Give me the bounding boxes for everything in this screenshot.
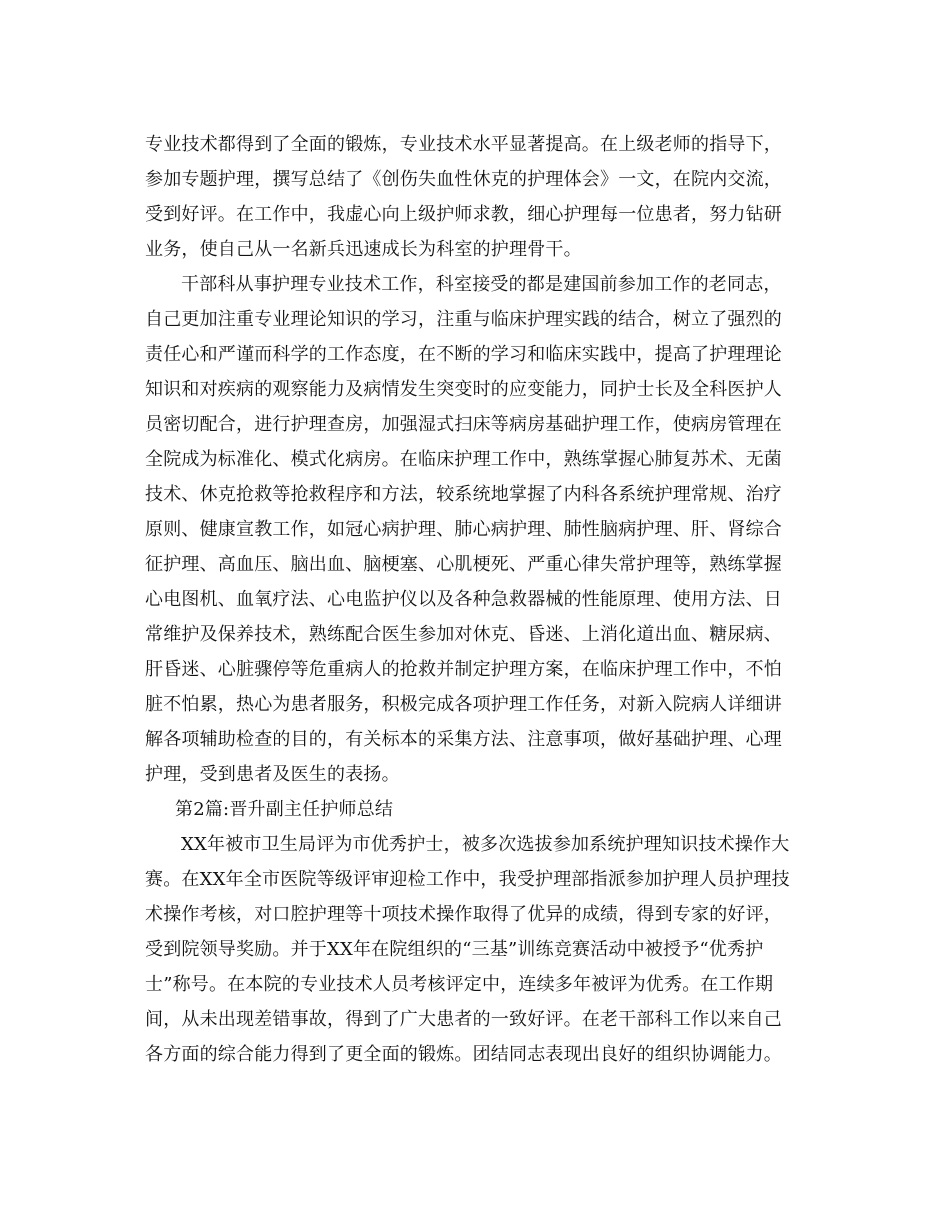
text-line: 受到院领导奖励。并于XX年在院组织的“三基”训练竞赛活动中被授予“优秀护 bbox=[145, 939, 764, 960]
paragraph-1 bbox=[145, 127, 805, 267]
text-line: 护理，受到患者及医生的表扬。 bbox=[145, 764, 400, 785]
paragraph-3 bbox=[145, 827, 805, 1072]
text-line: 常维护及保养技术，熟练配合医生参加对休克、昏迷、上消化道出血、糖尿病、 bbox=[145, 624, 782, 645]
text-line: 心电图机、血氧疗法、心电监护仪以及各种急救器械的性能原理、使用方法、日 bbox=[145, 589, 782, 610]
text-line: 专业技术都得到了全面的锻炼，专业技术水平显著提高。在上级老师的指导下， bbox=[145, 134, 782, 155]
text-line: 脏不怕累，热心为患者服务，积极完成各项护理工作任务，对新入院病人详细讲 bbox=[145, 694, 782, 715]
text-line: 肝昏迷、心脏骤停等危重病人的抢救并制定护理方案，在临床护理工作中，不怕 bbox=[145, 659, 782, 680]
text-line: 各方面的综合能力得到了更全面的锻炼。团结同志表现出良好的组织协调能力。 bbox=[145, 1044, 782, 1065]
text-line: 参加专题护理，撰写总结了《创伤失血性休克的护理体会》一文，在院内交流， bbox=[145, 169, 782, 190]
paragraph-2 bbox=[145, 267, 805, 792]
text-line: 术操作考核，对口腔护理等十项技术操作取得了优异的成绩，得到专家的好评， bbox=[145, 904, 782, 925]
text-line: 原则、健康宣教工作，如冠心病护理、肺心病护理、肺性脑病护理、肝、肾综合 bbox=[145, 519, 782, 540]
text-line: 干部科从事护理专业技术工作，科室接受的都是建国前参加工作的老同志， bbox=[181, 274, 782, 295]
text-line: 技术、休克抢救等抢救程序和方法，较系统地掌握了内科各系统护理常规、治疗 bbox=[145, 484, 782, 505]
text-line: XX年被市卫生局评为市优秀护士，被多次选拔参加系统护理知识技术操作大 bbox=[181, 834, 790, 855]
text-line: 间，从未出现差错事故，得到了广大患者的一致好评。在老干部科工作以来自己 bbox=[145, 1009, 782, 1030]
section-heading: 第2篇:晋升副主任护师总结 bbox=[175, 799, 394, 820]
text-line: 士”称号。在本院的专业技术人员考核评定中，连续多年被评为优秀。在工作期 bbox=[145, 974, 774, 995]
text-line: 员密切配合，进行护理查房，加强湿式扫床等病房基础护理工作，使病房管理在 bbox=[145, 414, 782, 435]
text-line: 征护理、高血压、脑出血、脑梗塞、心肌梗死、严重心律失常护理等，熟练掌握 bbox=[145, 554, 782, 575]
text-line: 全院成为标准化、模式化病房。在临床护理工作中，熟练掌握心肺复苏术、无菌 bbox=[145, 449, 782, 470]
text-line: 知识和对疾病的观察能力及病情发生突变时的应变能力，同护士长及全科医护人 bbox=[145, 379, 782, 400]
text-line: 责任心和严谨而科学的工作态度，在不断的学习和临床实践中，提高了护理理论 bbox=[145, 344, 782, 365]
text-line: 赛。在XX年全市医院等级评审迎检工作中，我受护理部指派参加护理人员护理技 bbox=[145, 869, 790, 890]
text-line: 受到好评。在工作中，我虚心向上级护师求教，细心护理每一位患者，努力钻研 bbox=[145, 204, 782, 225]
document-body bbox=[145, 127, 805, 1072]
text-line: 自己更加注重专业理论知识的学习，注重与临床护理实践的结合，树立了强烈的 bbox=[145, 309, 782, 330]
text-line: 解各项辅助检查的目的，有关标本的采集方法、注意事项，做好基础护理、心理 bbox=[145, 729, 782, 750]
text-line: 业务，使自己从一名新兵迅速成长为科室的护理骨干。 bbox=[145, 239, 582, 260]
